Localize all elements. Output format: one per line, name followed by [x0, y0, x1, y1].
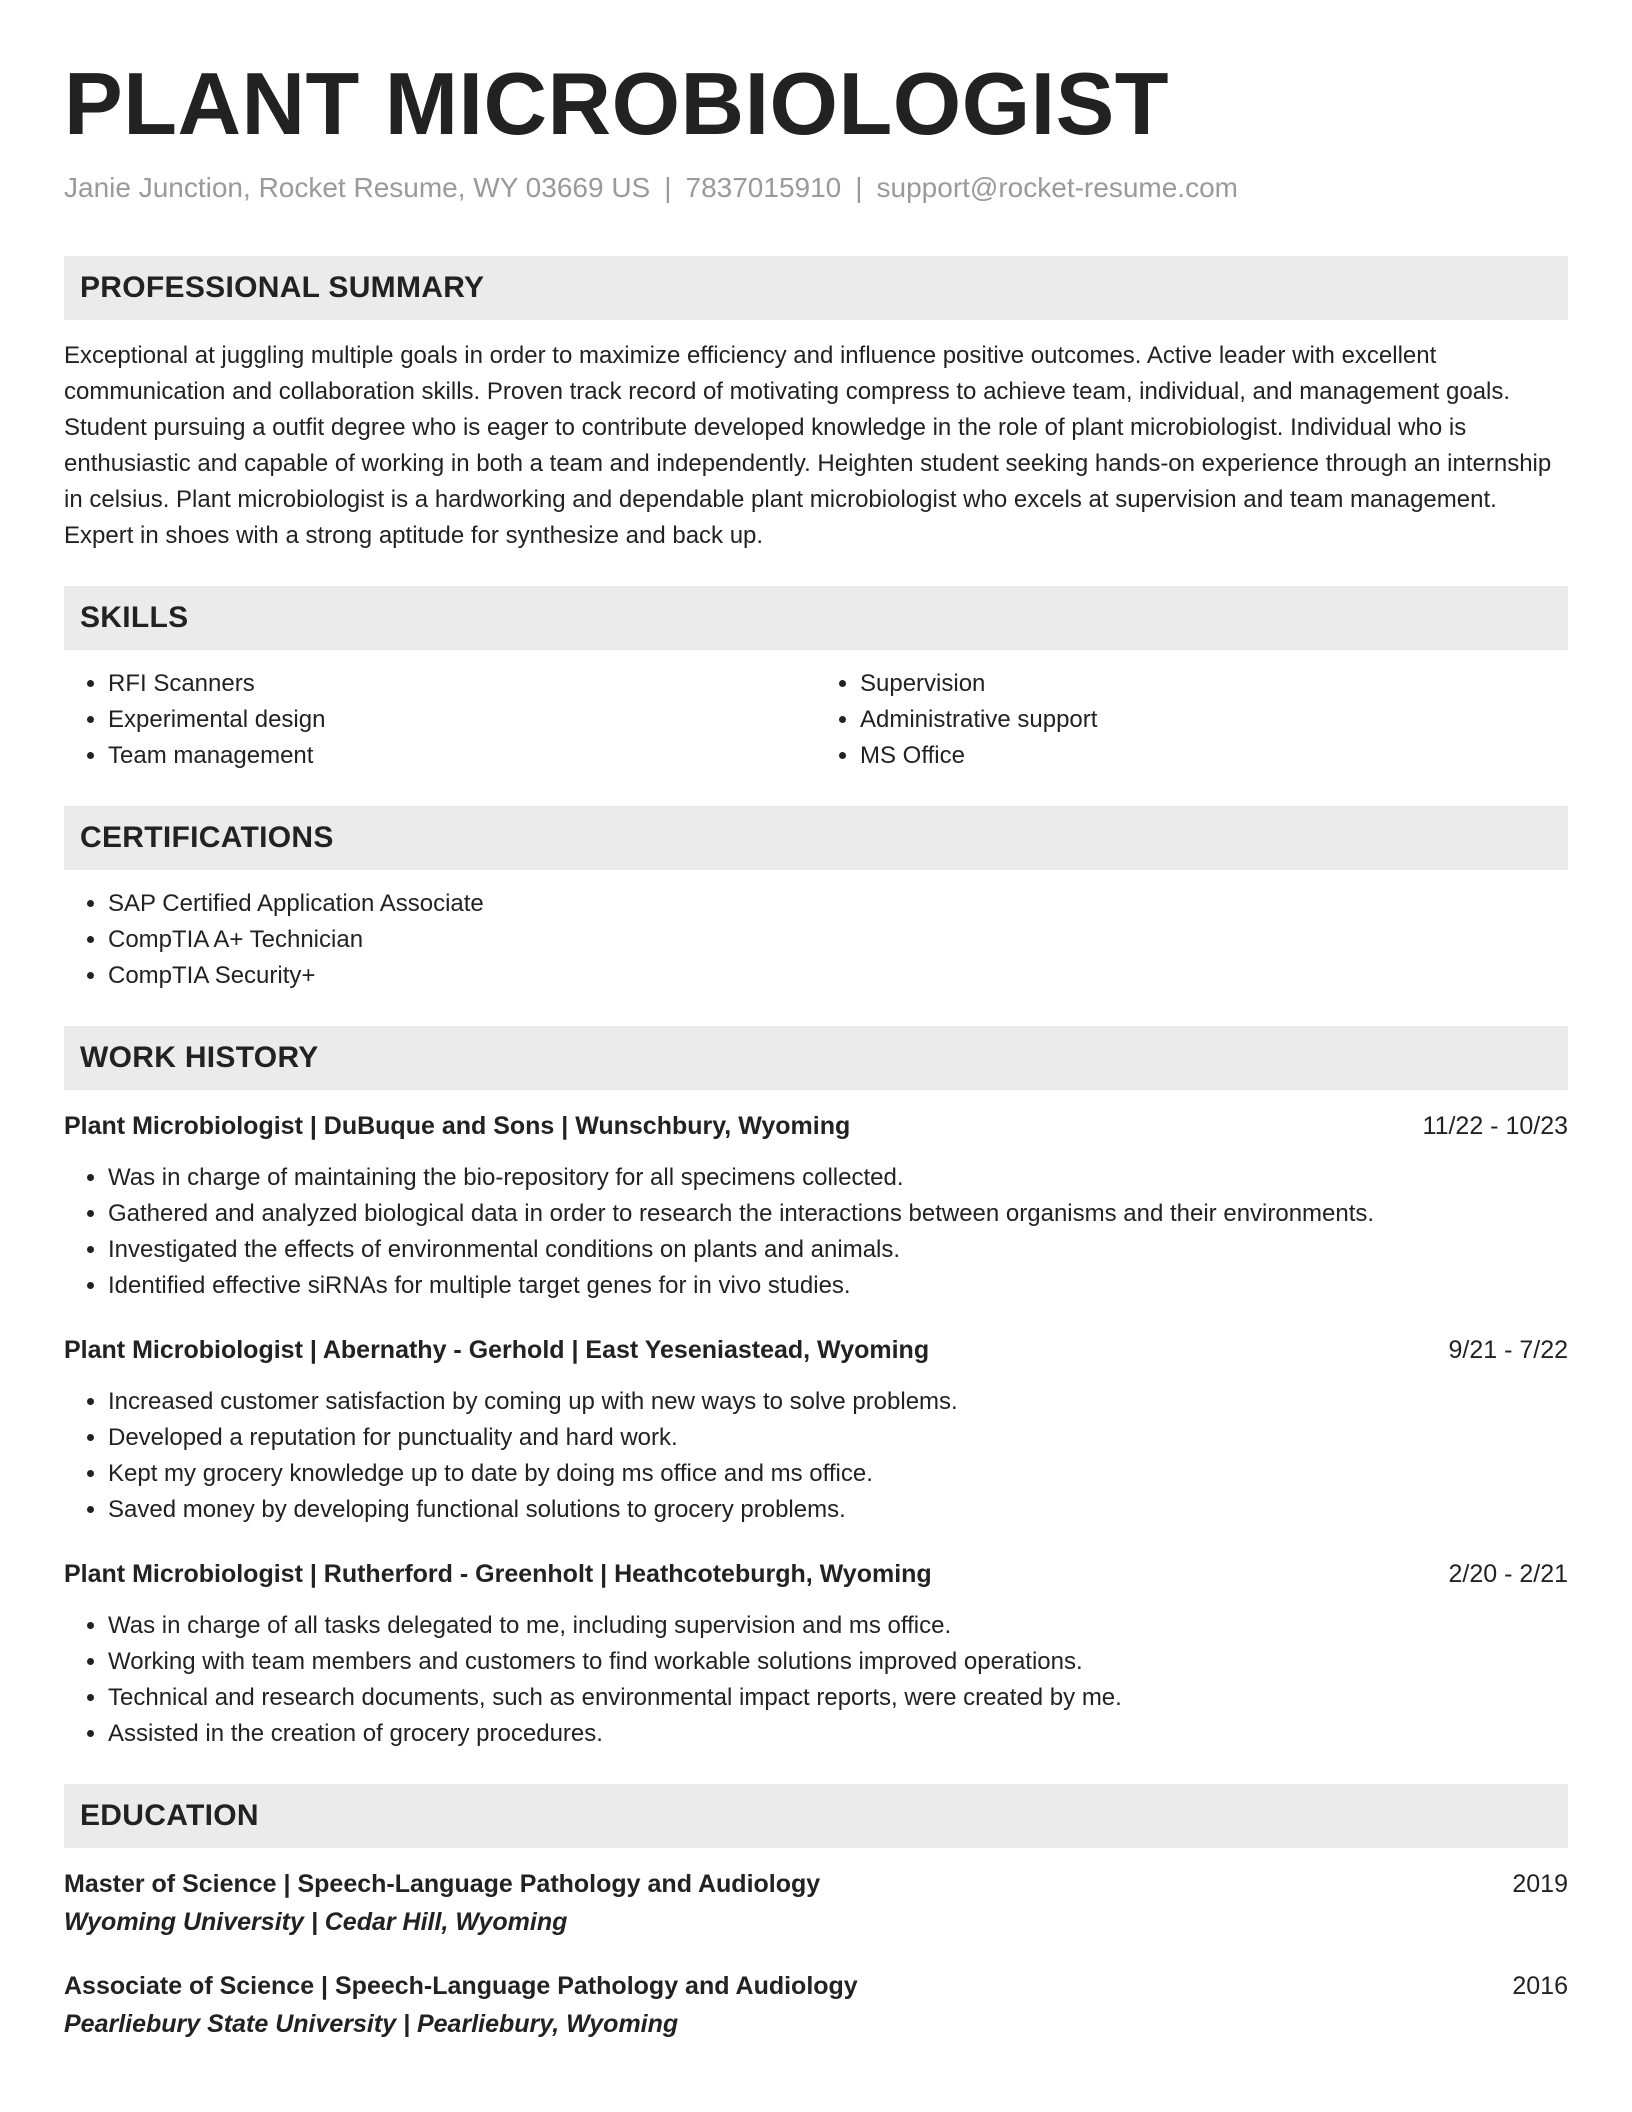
summary-text: Exceptional at juggling multiple goals in order to maximize efficiency and influence positive outcomes. Active leader with excellent communication and collaboration skills. Proven track record of motivating compress to achieve team, individual, and management goals. Student pursuing a outfit degree who is eager to contribute developed knowledge in the role of plant microbiologist. Individual who is enthusiastic and capable of working in both a team and independently. Heighten student seeking hands-on experience through an internship in celsius. Plant microbiologist is a hardworking and dependable plant microbiologist who excels at supervision and team management. Expert in shoes with a strong aptitude for synthesize and back up. — [64, 342, 1552, 549]
job-title: Plant Microbiologist | Rutherford - Greenholt | Heathcoteburgh, Wyoming — [64, 1560, 932, 1588]
skills-column-left — [64, 666, 816, 774]
job-entry — [64, 1108, 1568, 1304]
job-bullet: • Investigated the effects of environmental conditions on plants and animals. — [108, 1232, 1568, 1268]
job-bullet: • Working with team members and customers to find workable solutions improved operations. — [108, 1644, 1568, 1680]
education-year: 2019 — [1512, 1870, 1568, 1898]
contact-separator: | — [664, 172, 672, 203]
job-bullets — [64, 1608, 1568, 1752]
job-dates: 9/21 - 7/22 — [1448, 1336, 1568, 1364]
education-heading: EDUCATION — [64, 1784, 1568, 1848]
contact-separator: | — [855, 172, 863, 203]
job-bullet: • Was in charge of maintaining the bio-repository for all specimens collected. — [108, 1160, 1568, 1196]
education-degree: Associate of Science | Speech-Language Pathology and Audiology — [64, 1972, 858, 2000]
job-bullet: • Increased customer satisfaction by coming up with new ways to solve problems. — [108, 1384, 1568, 1420]
job-title: Plant Microbiologist | DuBuque and Sons | Wunschbury, Wyoming — [64, 1112, 851, 1140]
skill-item: • Administrative support — [860, 702, 1568, 738]
job-bullet: • Kept my grocery knowledge up to date by doing ms office and ms office. — [108, 1456, 1568, 1492]
job-bullets — [64, 1160, 1568, 1304]
certifications-list — [64, 886, 1568, 994]
work-history-heading: WORK HISTORY — [64, 1026, 1568, 1090]
certifications-heading: CERTIFICATIONS — [64, 806, 1568, 870]
education-header — [64, 1866, 1568, 1902]
job-header — [64, 1556, 1568, 1592]
certification-item: • SAP Certified Application Associate — [108, 886, 1568, 922]
skills-list — [64, 650, 1568, 774]
skill-item: • Team management — [108, 738, 816, 774]
skill-item: • MS Office — [860, 738, 1568, 774]
education-header — [64, 1968, 1568, 2004]
job-dates: 11/22 - 10/23 — [1422, 1112, 1568, 1140]
certification-item: • CompTIA A+ Technician — [108, 922, 1568, 958]
job-bullet: • Identified effective siRNAs for multiple target genes for in vivo studies. — [108, 1268, 1568, 1304]
job-title: Plant Microbiologist | Abernathy - Gerhold | East Yeseniastead, Wyoming — [64, 1336, 930, 1364]
job-bullet: • Was in charge of all tasks delegated to me, including supervision and ms office. — [108, 1608, 1568, 1644]
contact-phone: 7837015910 — [685, 172, 842, 203]
skill-item: • Experimental design — [108, 702, 816, 738]
education-school: Pearliebury State University | Pearliebury, Wyoming — [64, 2010, 679, 2038]
job-bullet: • Assisted in the creation of grocery procedures. — [108, 1716, 1568, 1752]
job-header — [64, 1332, 1568, 1368]
contact-email: support@rocket-resume.com — [876, 172, 1238, 203]
job-bullets — [64, 1384, 1568, 1528]
job-entry — [64, 1556, 1568, 1752]
education-entry — [64, 1968, 1568, 2044]
job-entry — [64, 1332, 1568, 1528]
education-school: Wyoming University | Cedar Hill, Wyoming — [64, 1908, 568, 1936]
job-bullet: • Technical and research documents, such as environmental impact reports, were created by me. — [108, 1680, 1568, 1716]
page-title: PLANT MICROBIOLOGIST — [64, 54, 1170, 153]
skills-column-right — [816, 666, 1568, 774]
education-entry — [64, 1866, 1568, 1942]
skill-item: • Supervision — [860, 666, 1568, 702]
summary-heading: PROFESSIONAL SUMMARY — [64, 256, 1568, 320]
job-header — [64, 1108, 1568, 1144]
education-degree: Master of Science | Speech-Language Pathology and Audiology — [64, 1870, 821, 1898]
skills-heading: SKILLS — [64, 586, 1568, 650]
certification-item: • CompTIA Security+ — [108, 958, 1568, 994]
job-dates: 2/20 - 2/21 — [1448, 1560, 1568, 1588]
job-bullet: • Developed a reputation for punctuality and hard work. — [108, 1420, 1568, 1456]
education-year: 2016 — [1512, 1972, 1568, 2000]
contact-address: Janie Junction, Rocket Resume, WY 03669 US — [64, 172, 651, 203]
skill-item: • RFI Scanners — [108, 666, 816, 702]
job-bullet: • Gathered and analyzed biological data in order to research the interactions between organisms and their environments. — [108, 1196, 1568, 1232]
job-bullet: • Saved money by developing functional solutions to grocery problems. — [108, 1492, 1568, 1528]
contact-line — [64, 170, 1568, 206]
